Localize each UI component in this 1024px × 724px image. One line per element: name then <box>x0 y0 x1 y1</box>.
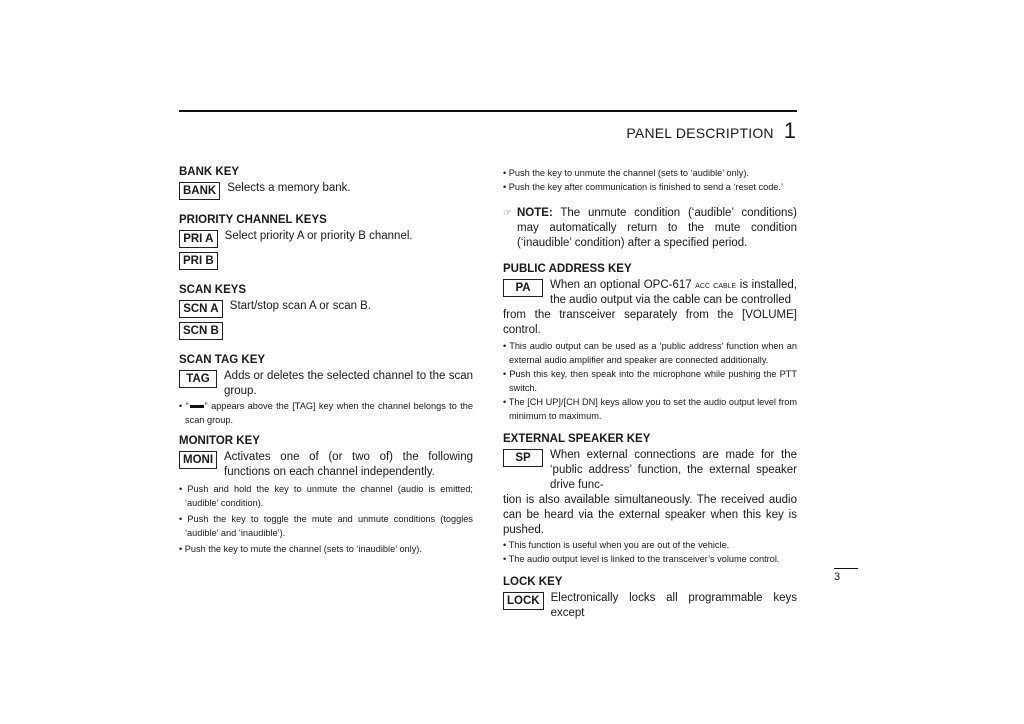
bullet-item: • Push the key after communication is finished to send a ‘reset code.’ <box>503 182 784 192</box>
scan-tag-key-section <box>179 354 473 427</box>
sp-key-label: SP <box>503 449 543 467</box>
scn-b-key-label: SCN B <box>179 322 223 340</box>
chapter-number: 1 <box>783 118 796 143</box>
pri-b-key-label: PRI B <box>179 252 218 270</box>
tag-indicator-icon <box>190 405 204 408</box>
section-heading: PUBLIC ADDRESS KEY <box>503 263 632 275</box>
tag-key-label: TAG <box>179 370 217 388</box>
section-heading: SCAN KEYS <box>179 284 247 296</box>
pa-key-label: PA <box>503 279 543 297</box>
section-desc: Start/stop scan A or scan B. <box>229 300 372 312</box>
scn-a-key-label: SCN A <box>179 300 223 318</box>
bullet-item: • Push and hold the key to unmute the channel (audio is emitted; ‘audible’ condition). <box>179 484 473 508</box>
top-rule <box>179 110 797 112</box>
pri-a-key-label: PRI A <box>179 230 218 248</box>
scan-keys-section <box>179 284 473 340</box>
section-heading: SCAN TAG KEY <box>179 354 266 366</box>
bullet-item: • “ ” appears above the [TAG] key when the channel belongs to the scan group. <box>179 401 473 425</box>
note-label: NOTE: <box>517 207 553 219</box>
section-title: PANEL DESCRIPTION <box>626 125 774 141</box>
page-number-rule <box>834 568 858 569</box>
left-column <box>179 166 473 570</box>
bullet-item: • Push this key, then speak into the microphone while pushing the PTT switch. <box>503 369 797 393</box>
lock-key-label: LOCK <box>503 592 544 610</box>
right-column <box>503 166 797 635</box>
lock-key-section <box>503 576 797 621</box>
bullet-item: • Push the key to toggle the mute and unmute conditions (toggles ‘audible’ and ‘inaudible’). <box>179 514 473 538</box>
bullet-item: • Push the key to unmute the channel (sets to ‘audible’ only). <box>503 168 749 178</box>
bank-key-label: BANK <box>179 182 220 200</box>
bank-key-section <box>179 166 473 200</box>
section-heading: BANK KEY <box>179 166 240 178</box>
section-desc: Selects a memory bank. <box>227 182 351 194</box>
section-desc-cont: tion is also available simultaneously. The received audio can be heard via the external speaker when this key is pushed. <box>503 494 797 536</box>
public-address-key-section <box>503 263 797 423</box>
note-block <box>503 206 797 251</box>
priority-keys-section <box>179 214 473 270</box>
section-heading: LOCK KEY <box>503 576 563 588</box>
monitor-continued <box>503 166 797 251</box>
external-speaker-key-section <box>503 433 797 566</box>
section-desc: When external connections are made for the ‘public address’ function, the external speaker drive func- <box>550 449 797 491</box>
bullet-item: • Push the key to mute the channel (sets to ‘inaudible’ only). <box>179 544 422 554</box>
bullet-item: • This function is useful when you are out of the vehicle. <box>503 540 730 550</box>
section-desc: Select priority A or priority B channel. <box>224 230 413 242</box>
moni-key-label: MONI <box>179 451 217 469</box>
note-text: The unmute condition (‘audible’ conditions) may automatically return to the mute condition (‘inaudible’ condition) after a specified period. <box>517 207 797 249</box>
bullet-item: • This audio output can be used as a ‘public address’ function when an external audio amplifier and speaker are connected additionally. <box>503 341 797 365</box>
section-desc-cont: from the transceiver separately from the [VOLUME] control. <box>503 309 797 336</box>
section-heading: MONITOR KEY <box>179 435 260 447</box>
section-heading: PRIORITY CHANNEL KEYS <box>179 214 327 226</box>
bullet-item: • The audio output level is linked to the transceiver’s volume control. <box>503 554 780 564</box>
page-number: 3 <box>834 571 841 583</box>
pointing-hand-icon: ☞ <box>503 208 512 219</box>
section-desc: Adds or deletes the selected channel to the scan group. <box>224 370 473 397</box>
section-desc: Electronically locks all programmable keys except <box>550 592 797 619</box>
section-heading: EXTERNAL SPEAKER KEY <box>503 433 651 445</box>
page-header <box>626 118 796 144</box>
bullet-item: • The [CH UP]/[CH DN] keys allow you to set the audio output level from minimum to maximum. <box>503 397 797 421</box>
section-desc: Activates one of (or two of) the following functions on each channel independently. <box>224 451 473 478</box>
monitor-key-section <box>179 435 473 556</box>
section-desc: When an optional OPC-617 acc cable is installed, the audio output via the cable can be controlled <box>550 279 797 306</box>
